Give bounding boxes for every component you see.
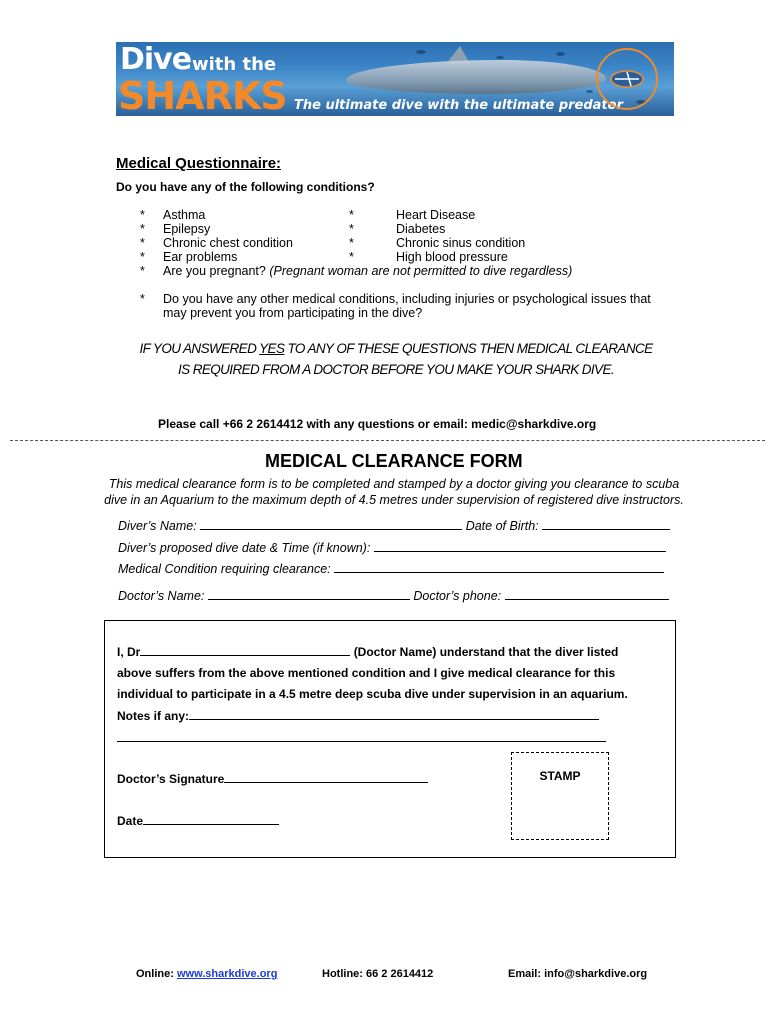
doctor-declaration-box	[104, 620, 676, 858]
diver-logo-icon	[607, 64, 647, 94]
form-description-line1: This medical clearance form is to be completed and stamped by a doctor giving you clearance to scuba	[108, 477, 680, 491]
fish-decoration	[416, 50, 426, 54]
divers-name-row	[118, 518, 670, 533]
notes-row	[117, 708, 599, 723]
other-conditions-line2: may prevent you from participating in the dive?	[163, 306, 423, 320]
bullet: *	[140, 222, 145, 236]
warning-line1	[116, 338, 676, 359]
condition-item: Chronic chest condition	[163, 236, 293, 250]
stamp-label: STAMP	[539, 769, 581, 783]
dive-date-row	[118, 540, 666, 555]
shark-illustration	[346, 60, 606, 94]
bullet: *	[349, 236, 354, 250]
doctor-declaration-line1	[117, 644, 618, 659]
online-label: Online:	[136, 968, 174, 980]
form-title: MEDICAL CLEARANCE FORM	[265, 451, 523, 471]
condition-item: Epilepsy	[163, 222, 211, 236]
fish-decoration	[496, 56, 504, 59]
footer-email: Email: info@sharkdive.org	[508, 968, 648, 980]
notes-label: Notes if any:	[117, 709, 190, 723]
warning-line2: IS REQUIRED FROM A DOCTOR BEFORE YOU MAKE YOUR SHARK DIVE.	[177, 362, 615, 377]
questionnaire-title: Medical Questionnaire:	[116, 155, 282, 172]
fish-decoration	[586, 90, 593, 93]
signature-row	[117, 771, 428, 786]
bullet: *	[140, 250, 145, 264]
form-description	[94, 476, 694, 508]
footer-hotline: Hotline: 66 2 2614412	[322, 968, 434, 980]
doctors-phone-label: Doctor’s phone:	[413, 589, 502, 603]
banner-dive-text: Dive	[120, 42, 192, 77]
doctor-row	[118, 588, 669, 603]
signature-label: Doctor’s Signature	[117, 772, 225, 786]
clearance-warning	[116, 338, 676, 380]
banner-sharks-text: SHARKS	[118, 74, 287, 116]
footer-online	[136, 968, 277, 980]
warning-text: IF YOU ANSWERED	[139, 341, 260, 356]
condition-row	[118, 561, 664, 576]
bullet: *	[140, 208, 145, 222]
pregnancy-question	[163, 264, 572, 278]
notes-field[interactable]	[189, 708, 599, 720]
condition-item: Asthma	[163, 208, 206, 222]
declaration-text: (Doctor Name) understand that the diver listed	[353, 645, 619, 659]
condition-label: Medical Condition requiring clearance:	[118, 562, 331, 576]
bullet: *	[140, 236, 145, 250]
bullet: *	[140, 292, 145, 306]
other-conditions-line1: Do you have any other medical conditions, including injuries or psychological issues that	[163, 292, 651, 306]
signature-field[interactable]	[224, 771, 428, 783]
date-row	[117, 813, 279, 828]
doctor-name-field[interactable]	[140, 644, 350, 656]
bullet: *	[349, 222, 354, 236]
planet-scuba-logo	[596, 48, 658, 110]
bullet: *	[349, 250, 354, 264]
cut-divider	[10, 440, 765, 441]
form-description-line2: dive in an Aquarium to the maximum depth of 4.5 metres under supervision of registered dive instructors.	[104, 493, 684, 507]
pregnancy-note: (Pregnant woman are not permitted to dive regardless)	[269, 264, 573, 278]
fish-decoration	[556, 52, 565, 56]
banner-tagline: The ultimate dive with the ultimate predator	[294, 98, 623, 113]
header-banner	[116, 42, 674, 116]
i-dr-label: I, Dr	[117, 645, 141, 659]
stamp-box	[511, 752, 609, 840]
doctors-name-label: Doctor’s Name:	[118, 589, 205, 603]
divers-name-label: Diver’s Name:	[118, 519, 197, 533]
dive-date-field[interactable]	[374, 540, 666, 552]
notes-field-line2[interactable]	[117, 741, 606, 742]
date-label: Date	[117, 814, 144, 828]
pregnancy-question-text: Are you pregnant?	[163, 264, 266, 278]
date-of-birth-label: Date of Birth:	[465, 519, 539, 533]
condition-item: Diabetes	[396, 222, 446, 236]
warning-yes: YES	[259, 341, 285, 356]
contact-line: Please call +66 2 2614412 with any questions or email: medic@sharkdive.org	[158, 417, 597, 431]
doctors-name-field[interactable]	[208, 588, 410, 600]
condition-item: Ear problems	[163, 250, 238, 264]
banner-with-the-text: with the	[192, 54, 277, 75]
website-link[interactable]: www.sharkdive.org	[176, 968, 278, 980]
bullet: *	[349, 208, 354, 222]
bullet: *	[140, 264, 145, 278]
warning-text: TO ANY OF THESE QUESTIONS THEN MEDICAL CLEARANCE	[284, 341, 653, 356]
doctor-declaration-line2: above suffers from the above mentioned condition and I give medical clearance for this	[117, 666, 616, 680]
condition-item: Chronic sinus condition	[396, 236, 526, 250]
condition-field[interactable]	[334, 561, 664, 573]
dive-date-label: Diver’s proposed dive date & Time (if known):	[118, 541, 371, 555]
condition-item: Heart Disease	[396, 208, 476, 222]
doctors-phone-field[interactable]	[505, 588, 669, 600]
divers-name-field[interactable]	[200, 518, 462, 530]
doctor-declaration-line3: individual to participate in a 4.5 metre deep scuba dive under supervision in an aquarium.	[117, 687, 628, 701]
date-field[interactable]	[143, 813, 279, 825]
questionnaire-intro: Do you have any of the following conditions?	[116, 180, 375, 194]
date-of-birth-field[interactable]	[542, 518, 670, 530]
condition-item: High blood pressure	[396, 250, 508, 264]
